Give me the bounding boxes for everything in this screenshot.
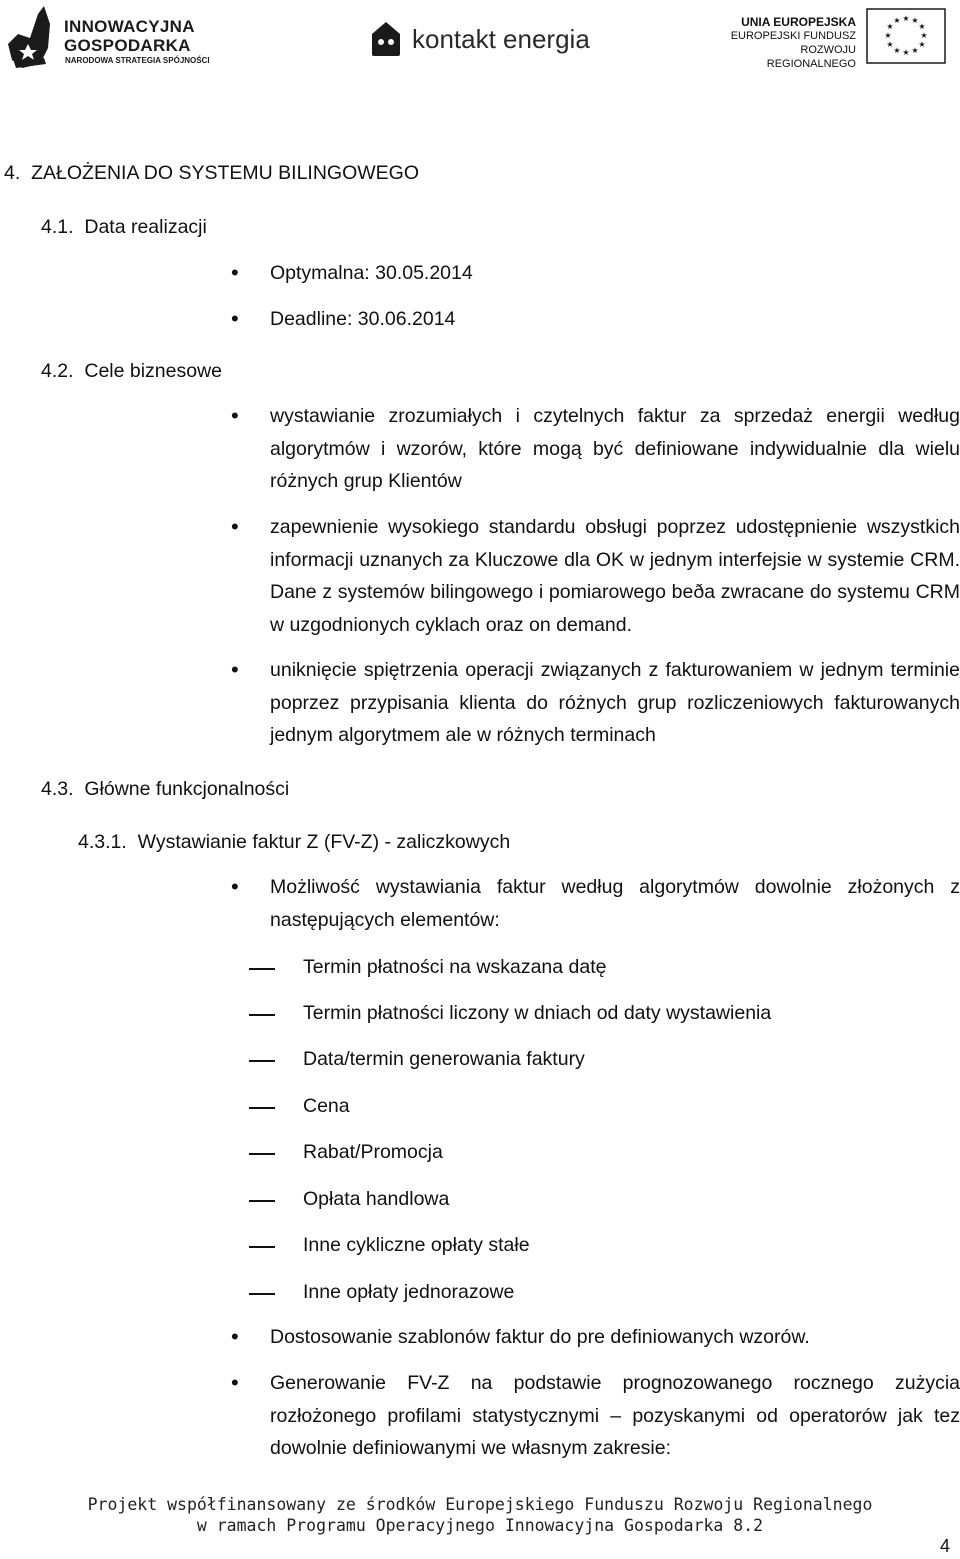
- dash-icon: [249, 1246, 275, 1248]
- ke-logo-text: kontakt energia: [412, 24, 590, 54]
- section-4-3-1-heading: 4.3.1. Wystawianie faktur Z (FV-Z) - zaliczkowych: [78, 831, 511, 853]
- svg-text:★: ★: [911, 16, 919, 25]
- section-4-heading: 4. ZAŁOŻENIA DO SYSTEMU BILINGOWEGO: [4, 162, 419, 184]
- eu-logo-line3: ROZWOJU REGIONALNEGO: [766, 44, 856, 70]
- list-item: uniknięcie spiętrzenia operacji związanych z fakturowaniem w jednym terminie poprzez przypisania klienta do różnych grup rozliczeniowych fakturowanych jednym algorytmem ale w różnych terminach: [270, 659, 960, 746]
- dash-icon: [249, 1107, 275, 1109]
- sub-list-item: Termin płatności na wskazana datę: [303, 956, 607, 978]
- section-4-1-heading: 4.1. Data realizacji: [41, 216, 207, 238]
- dash-icon: [249, 1014, 275, 1016]
- svg-text:★: ★: [893, 46, 901, 55]
- eu-flag-icon: [866, 8, 946, 64]
- footer-line2: w ramach Programu Operacyjnego Innowacyjna Gospodarka 8.2: [196, 1516, 764, 1535]
- svg-text:★: ★: [902, 48, 910, 57]
- dash-icon: [249, 1060, 275, 1062]
- svg-text:★: ★: [884, 31, 892, 40]
- page-number: 4: [940, 1536, 951, 1556]
- sub-list-item: Data/termin generowania faktury: [303, 1048, 585, 1070]
- sub-list-item: Termin płatności liczony w dniach od daty wystawienia: [303, 1002, 772, 1024]
- kontakt-energia-logo: [370, 18, 590, 62]
- dash-icon: [249, 1293, 275, 1295]
- sub-list-item: Rabat/Promocja: [303, 1141, 443, 1163]
- svg-text:★: ★: [886, 40, 894, 49]
- house-icon: [370, 20, 402, 58]
- svg-text:★: ★: [893, 16, 901, 25]
- list-item: zapewnienie wysokiego standardu obsługi poprzez udostępnienie wszystkich informacji uznanych za Kluczowe dla OK w jednym interfejsie w systemie CRM. Dane z systemów bilingowego i pomiarowego beða zwracane do systemu CRM w uzgodnionych cyklach oraz on demand.: [270, 516, 960, 636]
- bullet-icon: •: [231, 306, 239, 331]
- sub-list-item: Cena: [303, 1095, 350, 1117]
- list-item: Optymalna: 30.05.2014: [270, 262, 473, 284]
- list-item: Możliwość wystawiania faktur według algorytmów dowolnie złożonych z następujących elementów:: [270, 876, 960, 931]
- bullet-icon: •: [231, 403, 239, 428]
- eu-logo-line1: UNIA EUROPEJSKA: [741, 15, 856, 29]
- svg-text:★: ★: [918, 40, 926, 49]
- svg-text:★: ★: [902, 14, 910, 23]
- sub-list-item: Inne cykliczne opłaty stałe: [303, 1234, 530, 1256]
- dash-icon: [249, 968, 275, 970]
- svg-text:★: ★: [920, 31, 928, 40]
- list-item: wystawianie zrozumiałych i czytelnych faktur za sprzedaż energii według algorytmów i wzorów, które mogą być definiowane indywidualnie dla wielu różnych grup Klientów: [270, 405, 960, 492]
- ig-emblem-icon: [4, 4, 54, 70]
- bullet-icon: •: [231, 514, 239, 539]
- svg-text:★: ★: [918, 22, 926, 31]
- svg-text:★: ★: [911, 46, 919, 55]
- svg-text:★: ★: [886, 22, 894, 31]
- bullet-icon: •: [231, 874, 239, 899]
- list-item: Deadline: 30.06.2014: [270, 308, 456, 330]
- dash-icon: [249, 1153, 275, 1155]
- bullet-icon: •: [231, 1370, 239, 1395]
- dash-icon: [249, 1200, 275, 1202]
- ig-logo-line1: INNOWACYJNA: [64, 17, 195, 36]
- sub-list-item: Inne opłaty jednorazowe: [303, 1281, 515, 1303]
- bullet-icon: •: [231, 657, 239, 682]
- list-item: Dostosowanie szablonów faktur do pre definiowanych wzorów.: [270, 1326, 810, 1348]
- ig-logo-line2: GOSPODARKA: [64, 36, 191, 55]
- footer-line1: Projekt współfinansowany ze środków Europejskiego Funduszu Rozwoju Regionalnego: [87, 1495, 873, 1514]
- sub-list-item: Opłata handlowa: [303, 1188, 450, 1210]
- bullet-icon: •: [231, 1324, 239, 1349]
- innowacyjna-gospodarka-logo: [4, 4, 224, 70]
- eu-logo-line2: EUROPEJSKI FUNDUSZ: [730, 30, 856, 42]
- eu-fund-logo: [722, 8, 954, 70]
- bullet-icon: •: [231, 260, 239, 285]
- ig-logo-line3: NARODOWA STRATEGIA SPÓJNOŚCI: [65, 56, 210, 65]
- section-4-2-heading: 4.2. Cele biznesowe: [41, 360, 223, 382]
- list-item: Generowanie FV-Z na podstawie prognozowanego rocznego zużycia rozłożonego profilami statystycznymi – pozyskanymi od operatorów jak tez dowolnie definiowanymi we własnym zakresie:: [270, 1372, 960, 1459]
- section-4-3-heading: 4.3. Główne funkcjonalności: [41, 778, 290, 800]
